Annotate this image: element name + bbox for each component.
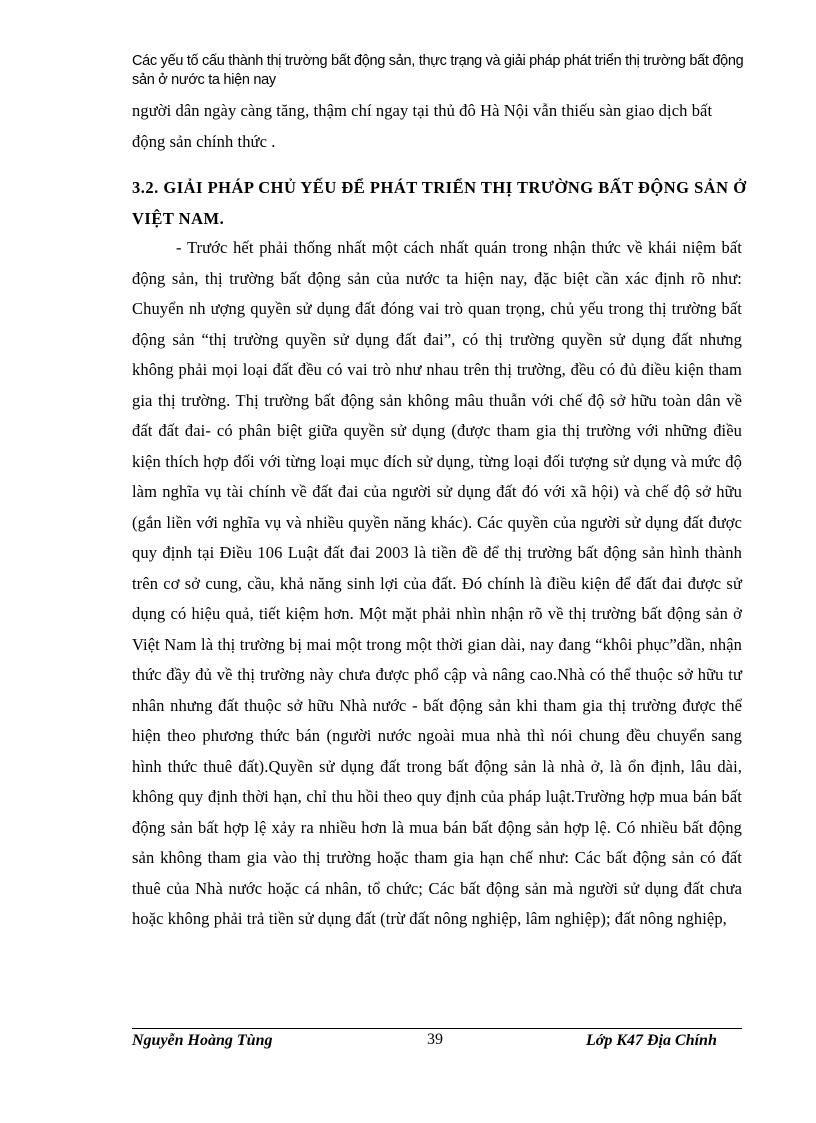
footer-divider — [132, 1028, 742, 1029]
page-number: 39 — [427, 1031, 443, 1048]
body-paragraph: - Trước hết phải thống nhất một cách nhất quán trong nhận thức về khái niệm bất động sản, thị trường bất động sản của nước ta hiện nay, đặc biệt cần xác định rõ như: Chuyển nh ượng quyền sử dụng đất đóng vai trò quan trọng, chủ yếu trong thị trường bất động sản “thị trường quyền sử dụng đất đai”, có thị trường quyền sử dụng đất nhưng không phải mọi loại đất đều có vai trò như nhau trên thị trường, đều có đủ điều kiện tham gia thị trường. Thị trường bất động sản không mâu thuẫn với chế độ sở hữu toàn dân về đất đất đai- có phân biệt giữa quyền sử dụng (được tham gia thị trường với những điều kiện thích hợp đối với từng loại mục đích sử dụng, từng loại đối tượng sử dụng và mức độ làm nghĩa vụ tài chính về đất đai của người sử dụng đất đó với xã hội) và chế độ sở hữu (gắn liền với nghĩa vụ và nhiều quyền năng khác). Các quyền của người sử dụng đất được quy định tại Điều 106 Luật đất đai 2003 là tiền đề để thị trường bất động sản hình thành trên cơ sở cung, cầu, khả năng sinh lợi của đất. Đó chính là điều kiện để đất đai được sử dụng có hiệu quả, tiết kiệm hơn. Một mặt phải nhìn nhận rõ về thị trường bất động sản ở Việt Nam là thị trường bị mai một trong một thời gian dài, nay đang “khôi phục”dần, nhận thức đầy đủ về thị trường này chưa được phổ cập và nâng cao.Nhà có thể thuộc sở hữu tư nhân nhưng đất thuộc sở hữu Nhà nước - bất động sản khi tham gia thị trường được thể hiện theo phương thức bán (người nước ngoài mua nhà thì nói chung đều chuyển sang hình thức thuê đất).Quyền sử dụng đất trong bất động sản là nhà ở, là ổn định, lâu dài, không quy định thời hạn, chỉ thu hồi theo quy định của pháp luật.Trường hợp mua bán bất động sản bất hợp lệ xảy ra nhiều hơn là mua bán bất động sản hợp lệ. Có nhiều bất động sản không tham gia vào thị trường hoặc tham gia hạn chế như: Các bất động sản có đất thuê của Nhà nước hoặc cá nhân, tổ chức; Các bất động sản mà người sử dụng đất chưa hoặc không phải trả tiền sử dụng đất (trừ đất nông nghiệp, lâm nghiệp); đất nông nghiệp, — [132, 238, 742, 928]
lead-paragraph: người dân ngày càng tăng, thậm chí ngay tại thủ đô Hà Nội vẫn thiếu sàn giao dịch bất động sản chính thức . — [132, 101, 713, 151]
running-header: Các yếu tố cấu thành thị trường bất động sản, thực trạng và giải pháp phát triển thị trường bất động sản ở nước ta hiện nay — [132, 53, 744, 88]
footer-class: Lớp K47 Địa Chính — [586, 1032, 717, 1049]
section-heading: 3.2. GIẢI PHÁP CHỦ YẾU ĐỂ PHÁT TRIỂN THỊ TRƯỜNG BẤT ĐỘNG SẢN Ở VIỆT NAM. — [132, 178, 747, 228]
footer-author: Nguyễn Hoàng Tùng — [132, 1032, 273, 1049]
